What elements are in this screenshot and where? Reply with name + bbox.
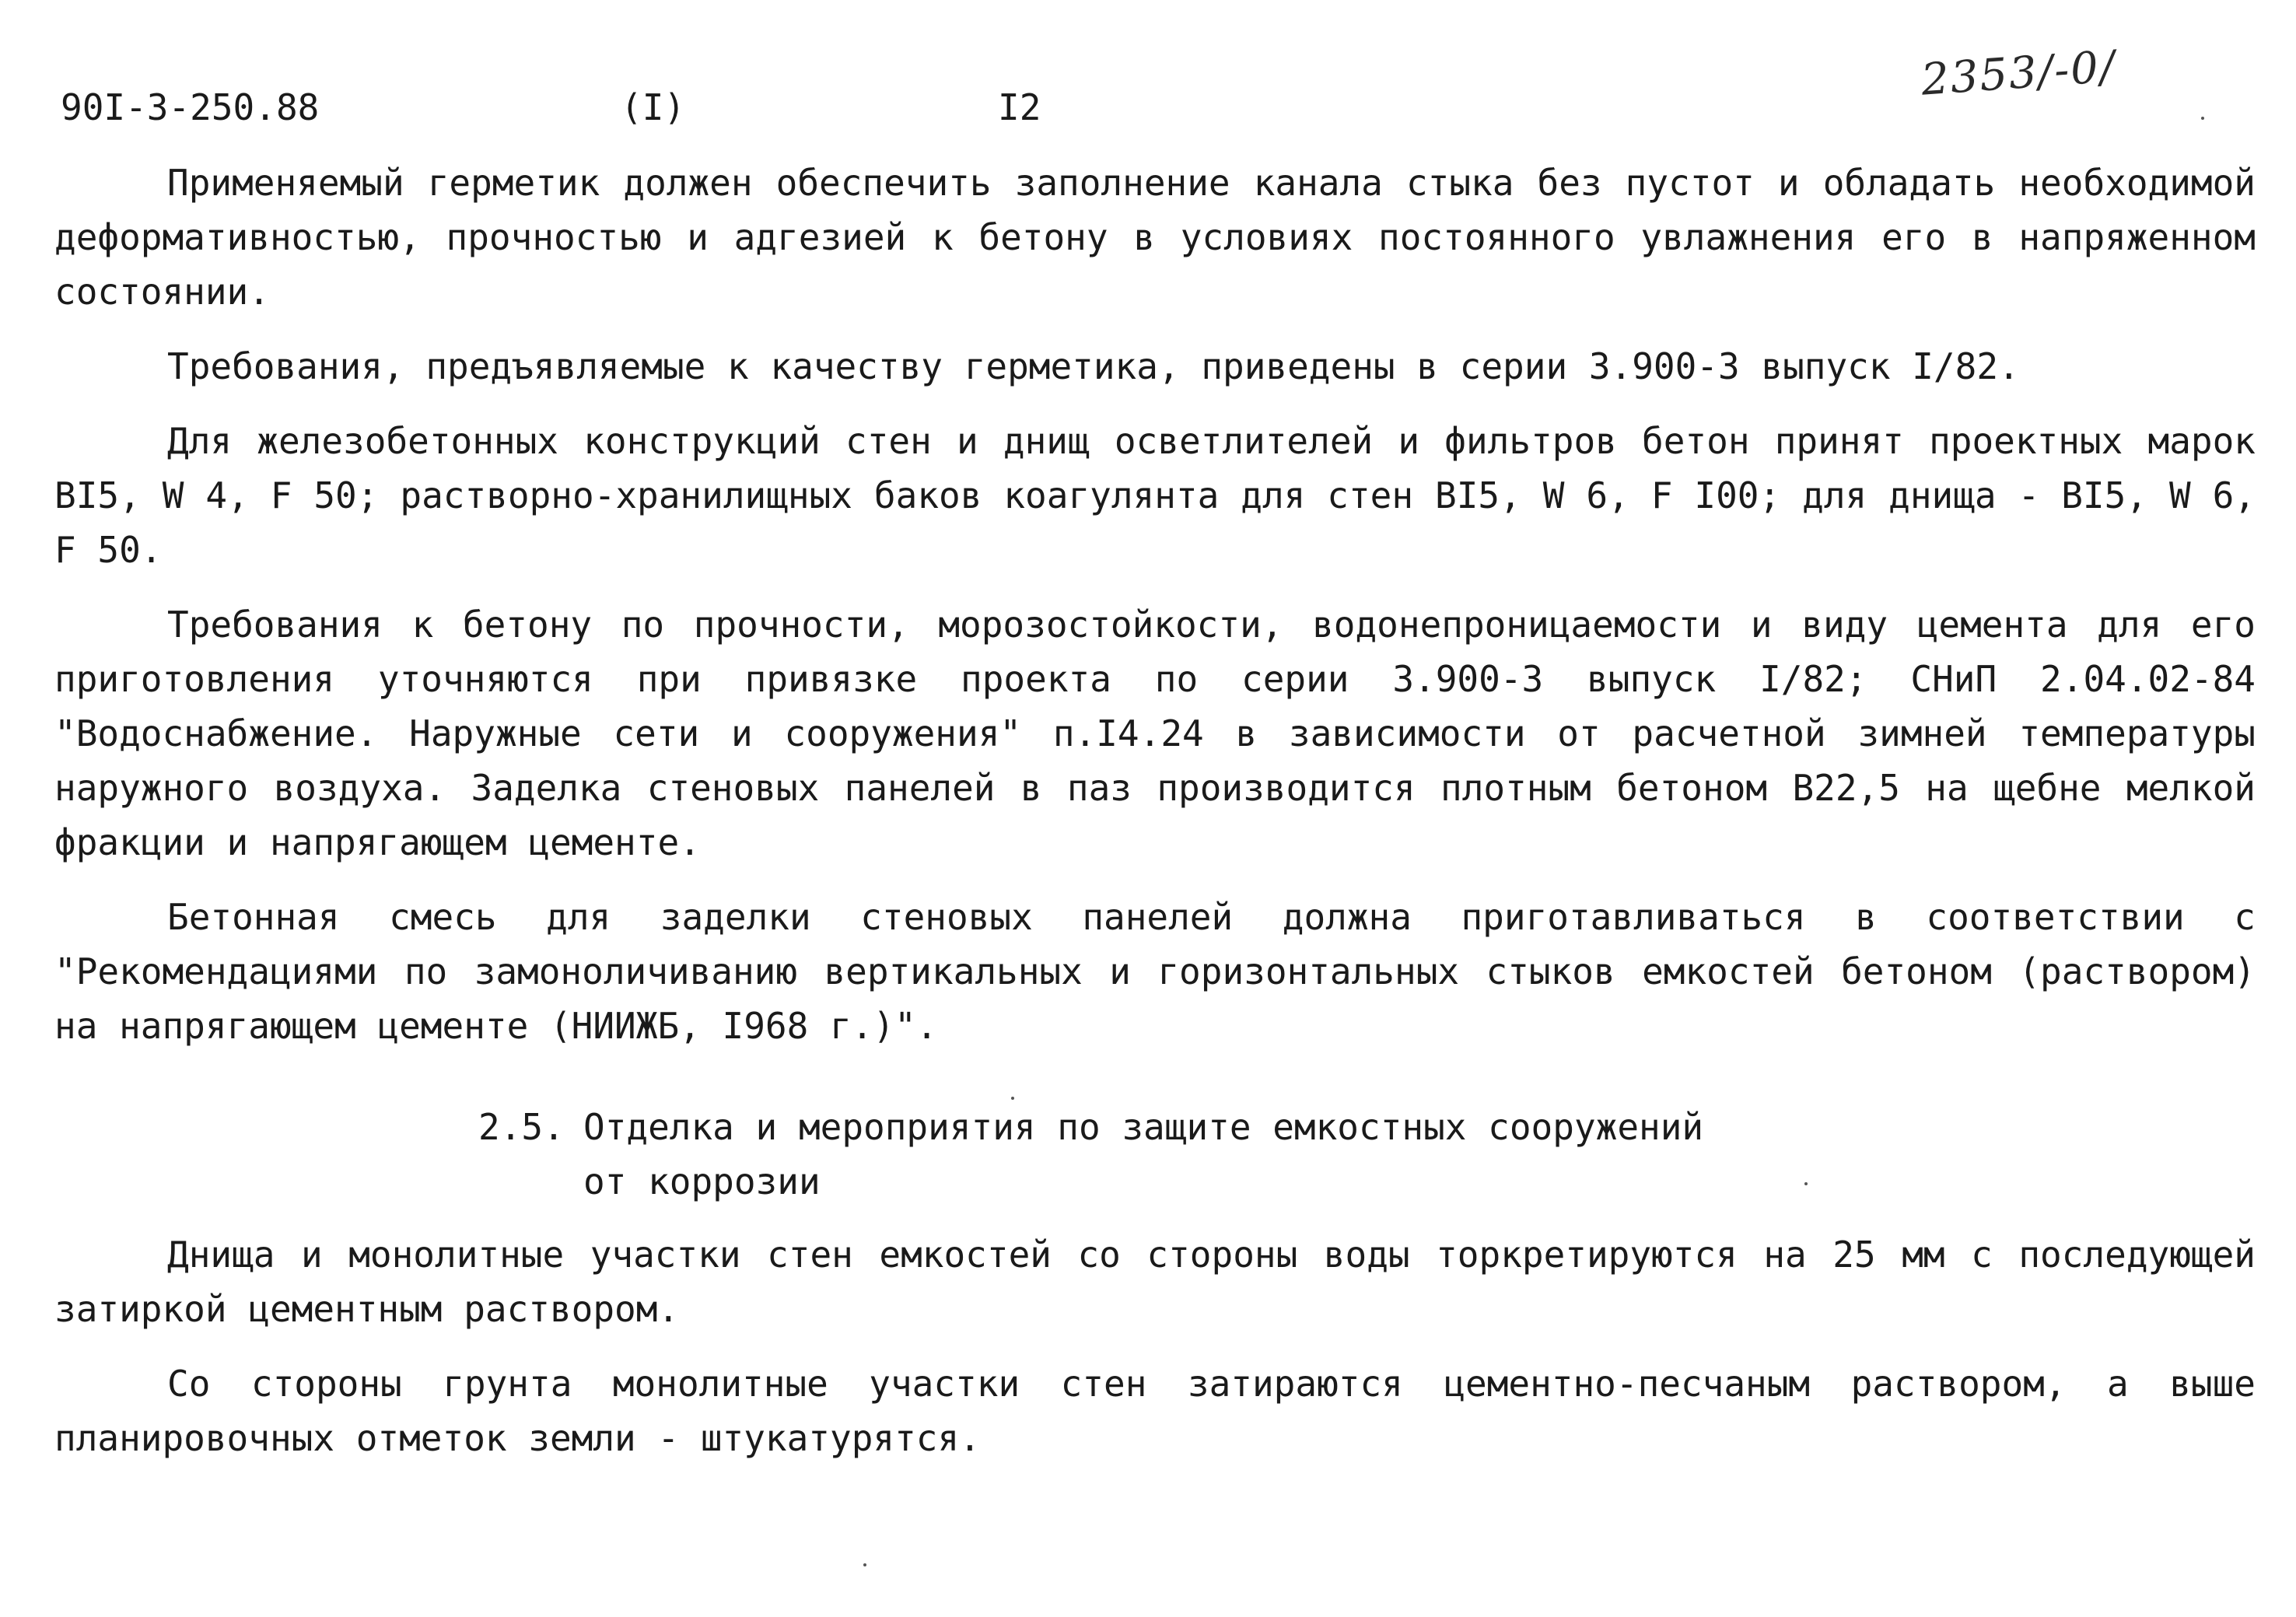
section-title-line2: от коррозии — [583, 1160, 821, 1202]
body-text — [54, 156, 2256, 1486]
paragraph-water-side: Днища и монолитные участки стен емкостей со стороны воды торкретируются на 25 мм с последующей затиркой цементным раствором. — [54, 1234, 2256, 1330]
section-number: 2.5. — [478, 1106, 565, 1148]
paragraph-concrete-mix: Бетонная смесь для заделки стеновых панелей должна приготавливаться в соответствии с "Рекомендациями по замоноличиванию вертикальных и горизонтальных стыков емкостей бетоном (раствором) на напрягающем цементе (НИИЖБ, I968 г.)". — [54, 896, 2256, 1047]
part-number: (I) — [621, 86, 686, 128]
scan-speck — [1011, 1097, 1014, 1100]
section-title-line1: Отделка и мероприятия по защите емкостных сооружений — [583, 1106, 1704, 1148]
paragraph-concrete-requirements: Требования к бетону по прочности, морозостойкости, водонепроницаемости и виду цемента для его приготовления уточняются при привязке проекта по серии 3.900-3 выпуск I/82; СНиП 2.04.02-84 "Водоснабжение. Наружные сети и сооружения" п.I4.24 в зависимости от расчетной зимней температуры наружного воздуха. Заделка стеновых панелей в паз производится плотным бетоном B22,5 на щебне мелкой фракции и напрягающем цементе. — [54, 604, 2256, 863]
scan-speck — [2201, 117, 2204, 120]
paragraph-sealant-requirements: Требования, предъявляемые к качеству герметика, приведены в серии 3.900-3 выпуск I/82. — [167, 345, 2020, 387]
page-header — [61, 84, 2238, 131]
scan-speck — [1804, 1182, 1808, 1185]
paragraph-concrete-grades: Для железобетонных конструкций стен и днищ осветлителей и фильтров бетон принят проектных марок BI5, W 4, F 50; растворно-хранилищных баков коагулянта для стен BI5, W 6, F I00; для днища - BI5, W 6, F 50. — [54, 420, 2256, 571]
page-number: I2 — [998, 86, 1041, 128]
paragraph-ground-side: Со стороны грунта монолитные участки стен затираются цементно-песчаным раствором, а выше планировочных отметок земли - штукатурятся. — [54, 1363, 2256, 1459]
scan-speck — [863, 1563, 866, 1566]
paragraph-sealant: Применяемый герметик должен обеспечить заполнение канала стыка без пустот и обладать необходимой деформативностью, прочностью и адгезией к бетону в условиях постоянного увлажнения его в напряженном состоянии. — [54, 162, 2256, 313]
document-code: 90I-3-250.88 — [61, 86, 320, 128]
section-heading — [54, 1100, 2256, 1209]
handwritten-mark: 2353/-0/ — [1920, 41, 2118, 106]
